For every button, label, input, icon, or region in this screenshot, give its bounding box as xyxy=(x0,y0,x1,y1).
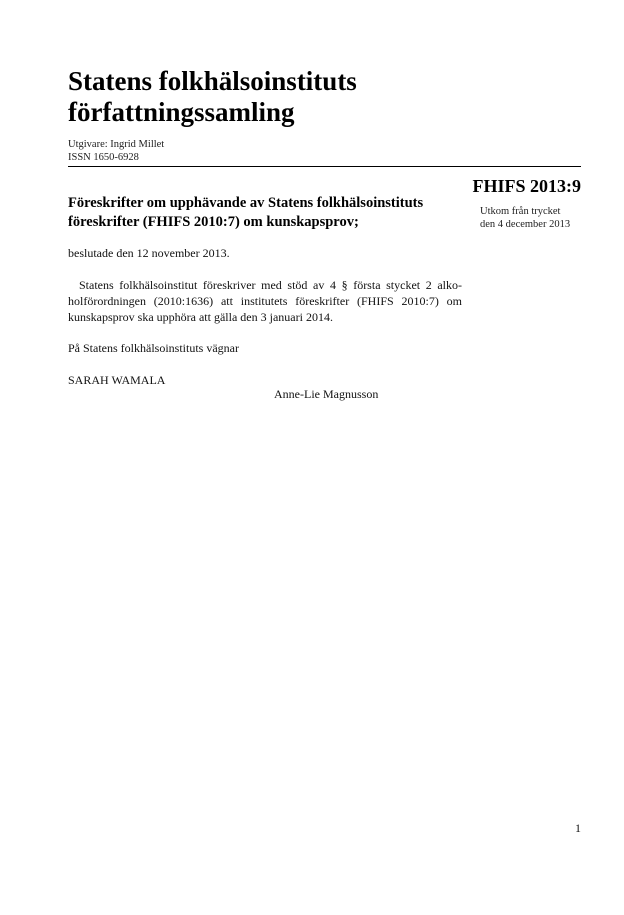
publisher-text: Utgivare: Ingrid Millet xyxy=(68,139,165,150)
issn-text: ISSN 1650-6928 xyxy=(68,152,139,163)
body-line-2: holförordningen (2010:1636) att institutets föreskrifter (FHIFS 2010:7) om xyxy=(68,294,462,308)
regulation-heading-line-1: Föreskrifter om upphävande av Statens folkhälsoinstituts xyxy=(68,195,424,211)
collection-title-line-1: Statens folkhälsoinstituts xyxy=(68,66,357,96)
on-behalf-text: På Statens folkhälsoinstituts vägnar xyxy=(68,341,239,355)
primary-signatory: SARAH WAMALA xyxy=(68,373,166,387)
release-label: Utkom från trycket xyxy=(480,206,561,217)
release-date-block xyxy=(480,205,570,231)
publication-meta xyxy=(68,138,164,164)
collection-title xyxy=(68,66,548,128)
header-divider xyxy=(68,166,581,167)
regulation-heading xyxy=(68,194,423,232)
page-number: 1 xyxy=(575,821,581,835)
body-line-3: kunskapsprov ska upphöra att gälla den 3 januari 2014. xyxy=(68,310,333,324)
collection-title-line-2: författningssamling xyxy=(68,97,295,127)
secondary-signatory: Anne-Lie Magnusson xyxy=(274,387,379,401)
body-line-1: Statens folkhälsoinstitut föreskriver med stöd av 4 § första stycket 2 alko- xyxy=(79,278,462,292)
regulation-heading-line-2: föreskrifter (FHIFS 2010:7) om kunskapsprov; xyxy=(68,214,359,230)
regulation-code: FHIFS 2013:9 xyxy=(472,176,581,196)
regulation-body-paragraph xyxy=(68,277,462,325)
decision-date: beslutade den 12 november 2013. xyxy=(68,246,230,260)
release-date: den 4 december 2013 xyxy=(480,219,571,230)
